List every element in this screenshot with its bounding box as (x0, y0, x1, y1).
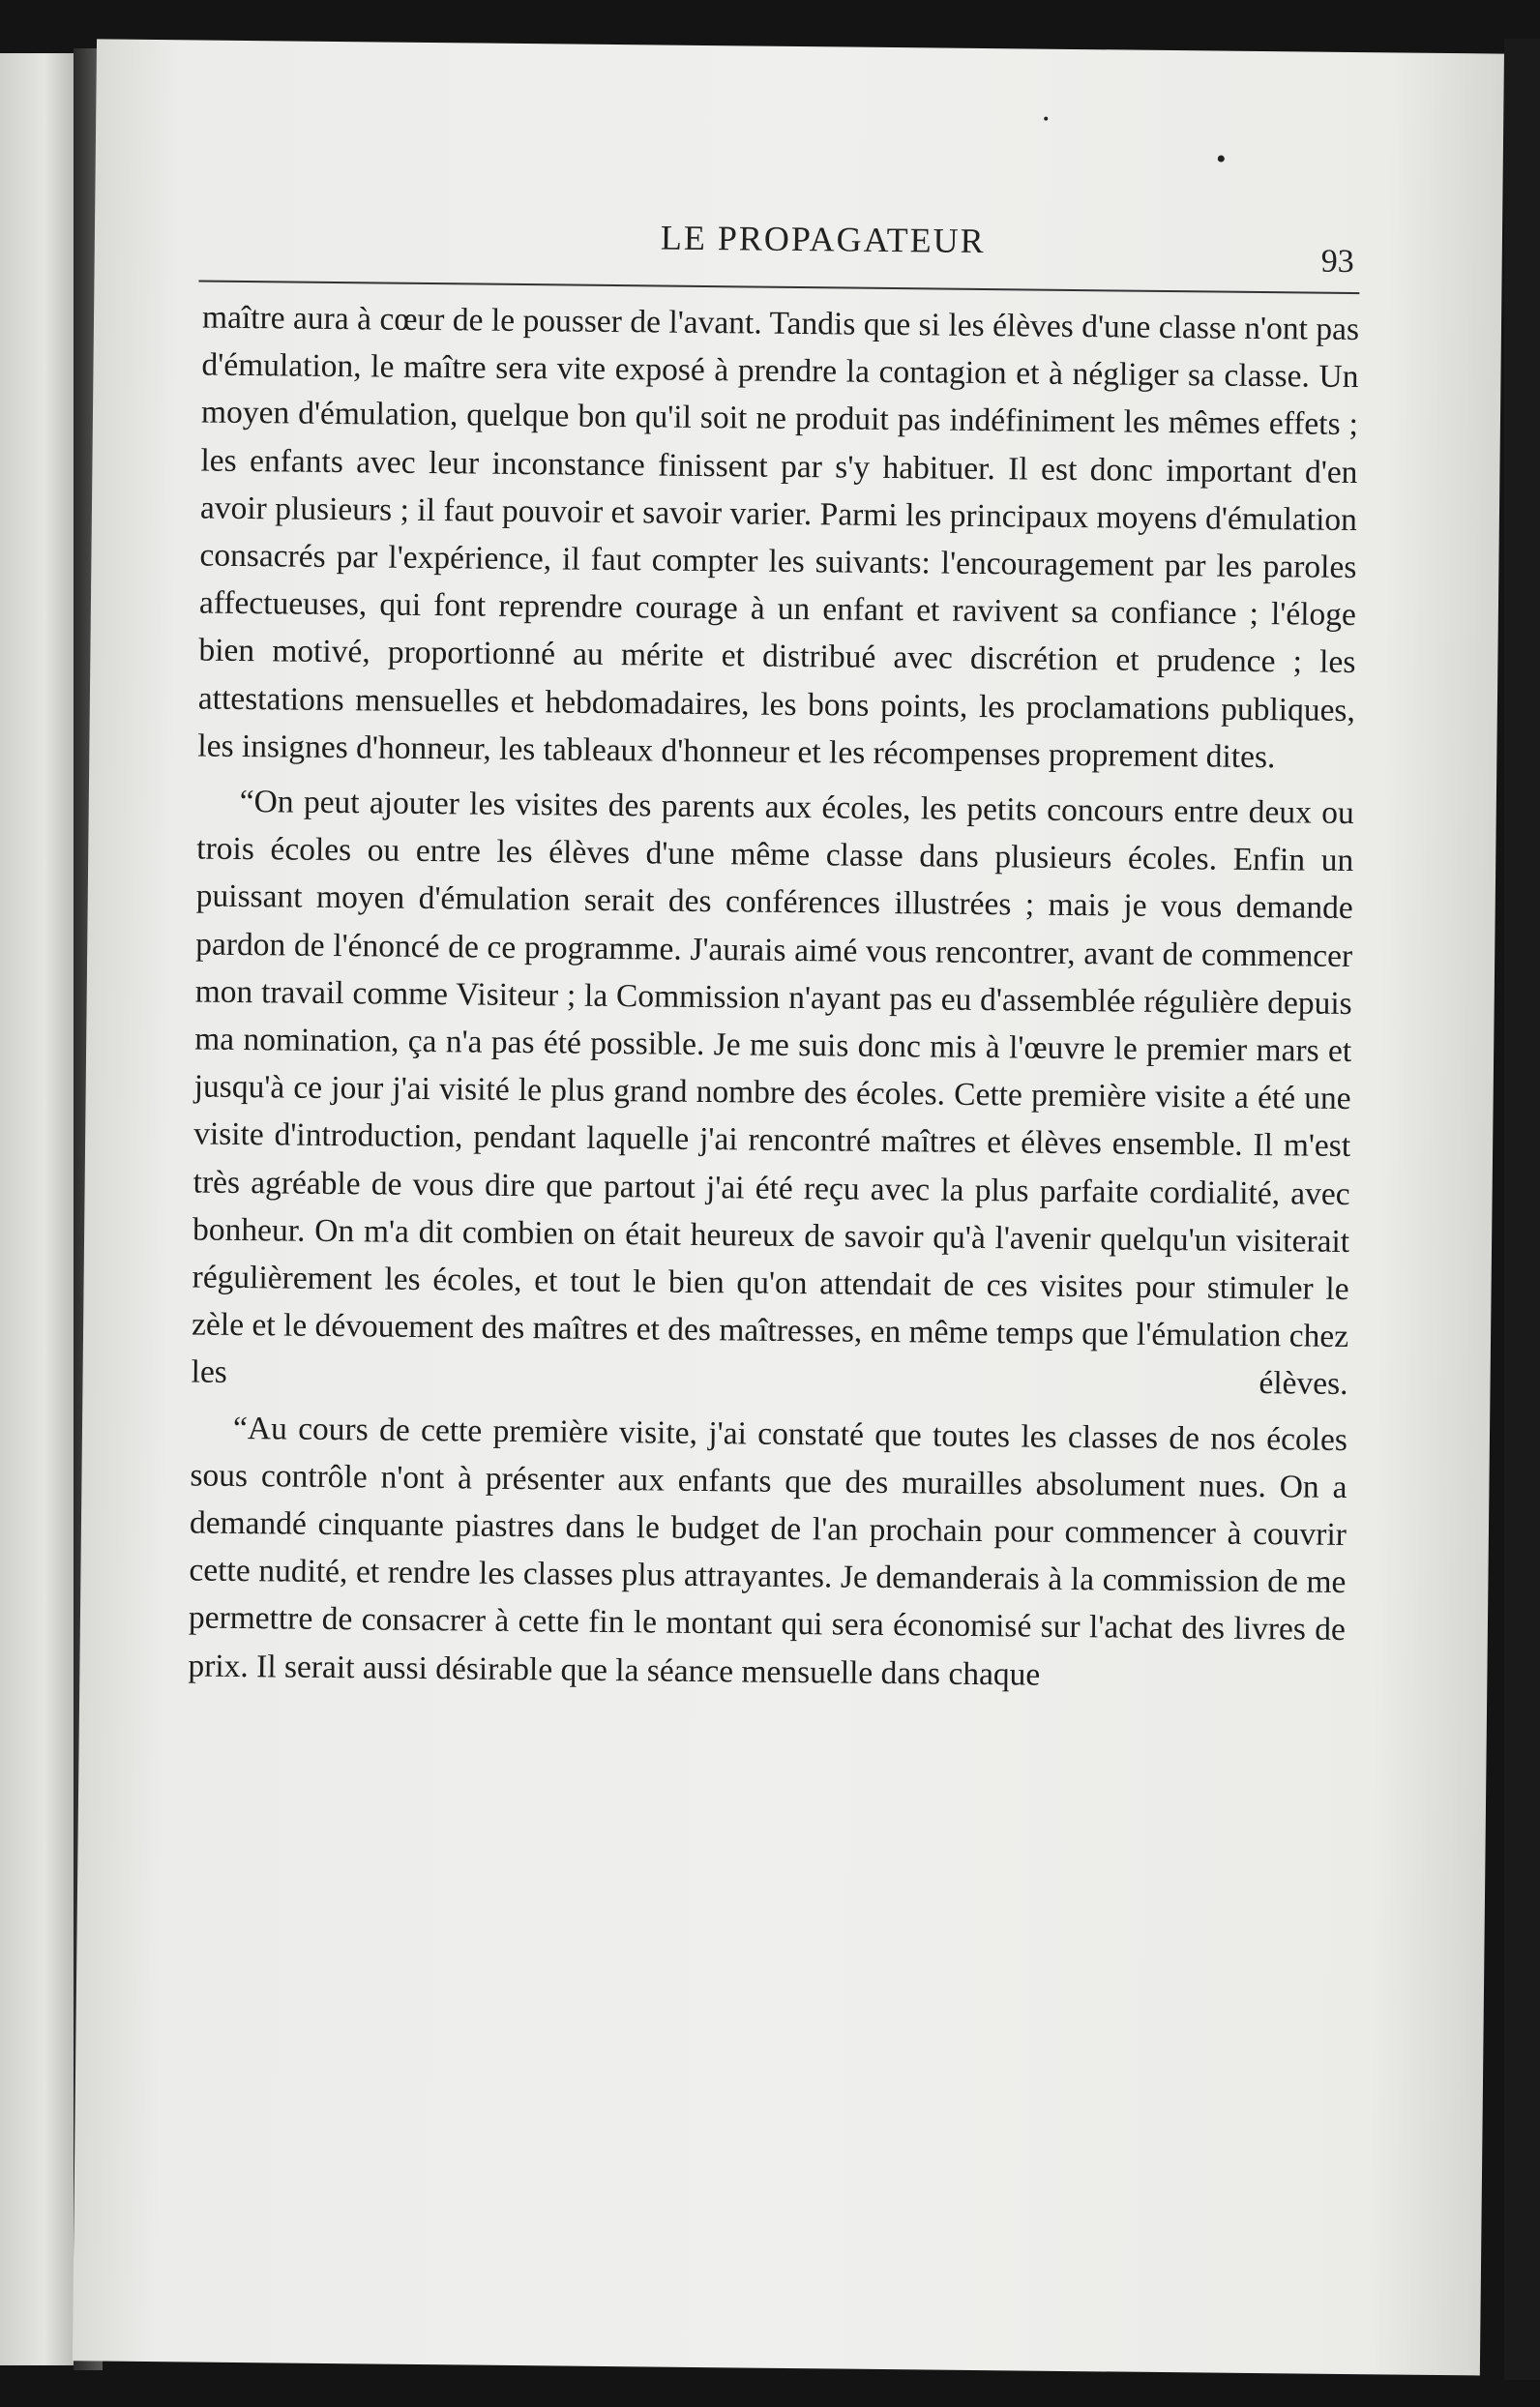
header-rule (198, 280, 1359, 294)
dust-speck (1218, 156, 1225, 163)
page-number: 93 (1320, 243, 1354, 281)
paragraph-3: “Au cours de cette première visite, j'ai constaté que toutes les classes de nos écoles sous contrôle n'ont à présenter aux enfants que des murailles absolument nues. On a demandé cinquante piastres dans le budget de l'an prochain pour commencer à couvrir cette nudité, et rendre les classes plus attrayantes. Je demanderais à la commission de me permettre de consacrer à cette fin le montant qui sera économisé sur l'achat des livres de prix. Il serait aussi désirable que la séance mensuelle dans chaque (188, 1410, 1348, 1693)
paragraph-1: maître aura à cœur de le pousser de l'avant. Tandis que si les élèves d'une classe n'ont pas d'émulation, le maître sera vite exposé à prendre la contagion et à négliger sa classe. Un moyen d'émulation, quelque bon qu'il soit ne produit pas indéfiniment les mêmes effets ; les enfants avec leur inconstance finissent par s'y habituer. Il est donc important d'en avoir plusieurs ; il faut pouvoir et savoir varier. Parmi les principaux moyens d'émulation consacrés par l'expérience, il faut compter les suivants: l'encouragement par les paroles affectueuses, qui font reprendre courage à un enfant et ravivent sa confiance ; l'éloge bien motivé, proportionné au mérite et distribué avec discrétion et prudence ; les attestations mensuelles et hebdomadaires, les bons points, les proclamations publiques, les insignes d'honneur, les tableaux d'honneur et les récompenses proprement dites. (197, 299, 1360, 776)
dust-speck (1044, 117, 1048, 121)
paragraph-2: “On peut ajouter les visites des parents aux écoles, les petits concours entre deux ou trois écoles ou entre les élèves d'une même classe dans plusieurs écoles. Enfin un puissant moyen d'émulation serait des conférences illustrées ; mais je vous demande pardon de l'énoncé de ce programme. J'aurais aimé vous rencontrer, avant de commencer mon travail comme Visiteur ; la Commission n'ayant pas eu d'assemblée régulière depuis ma nomination, ça n'a pas été possible. Je me suis donc mis à l'œuvre le premier mars et jusqu'à ce jour j'ai visité le plus grand nombre des écoles. Cette première visite a été une visite d'introduction, pendant laquelle j'ai rencontré maîtres et élèves ensemble. Il m'est très agréable de vous dire que partout j'ai été reçu avec la plus parfaite cordialité, avec bonheur. On m'a dit combien on était heureux de savoir qu'à l'avenir quelqu'un visiterait régulièrement les écoles, et tout le bien qu'on attendait de ces visites pour stimuler le zèle et le dévouement des maîtres et des maîtresses, en même temps que l'émulation chez les élèves. (191, 784, 1354, 1403)
book-page (73, 39, 1504, 2375)
running-head: LE PROPAGATEUR (660, 218, 986, 261)
body-text (188, 294, 1359, 1702)
previous-page-edge (0, 53, 74, 2365)
scan-border (1504, 39, 1540, 2380)
